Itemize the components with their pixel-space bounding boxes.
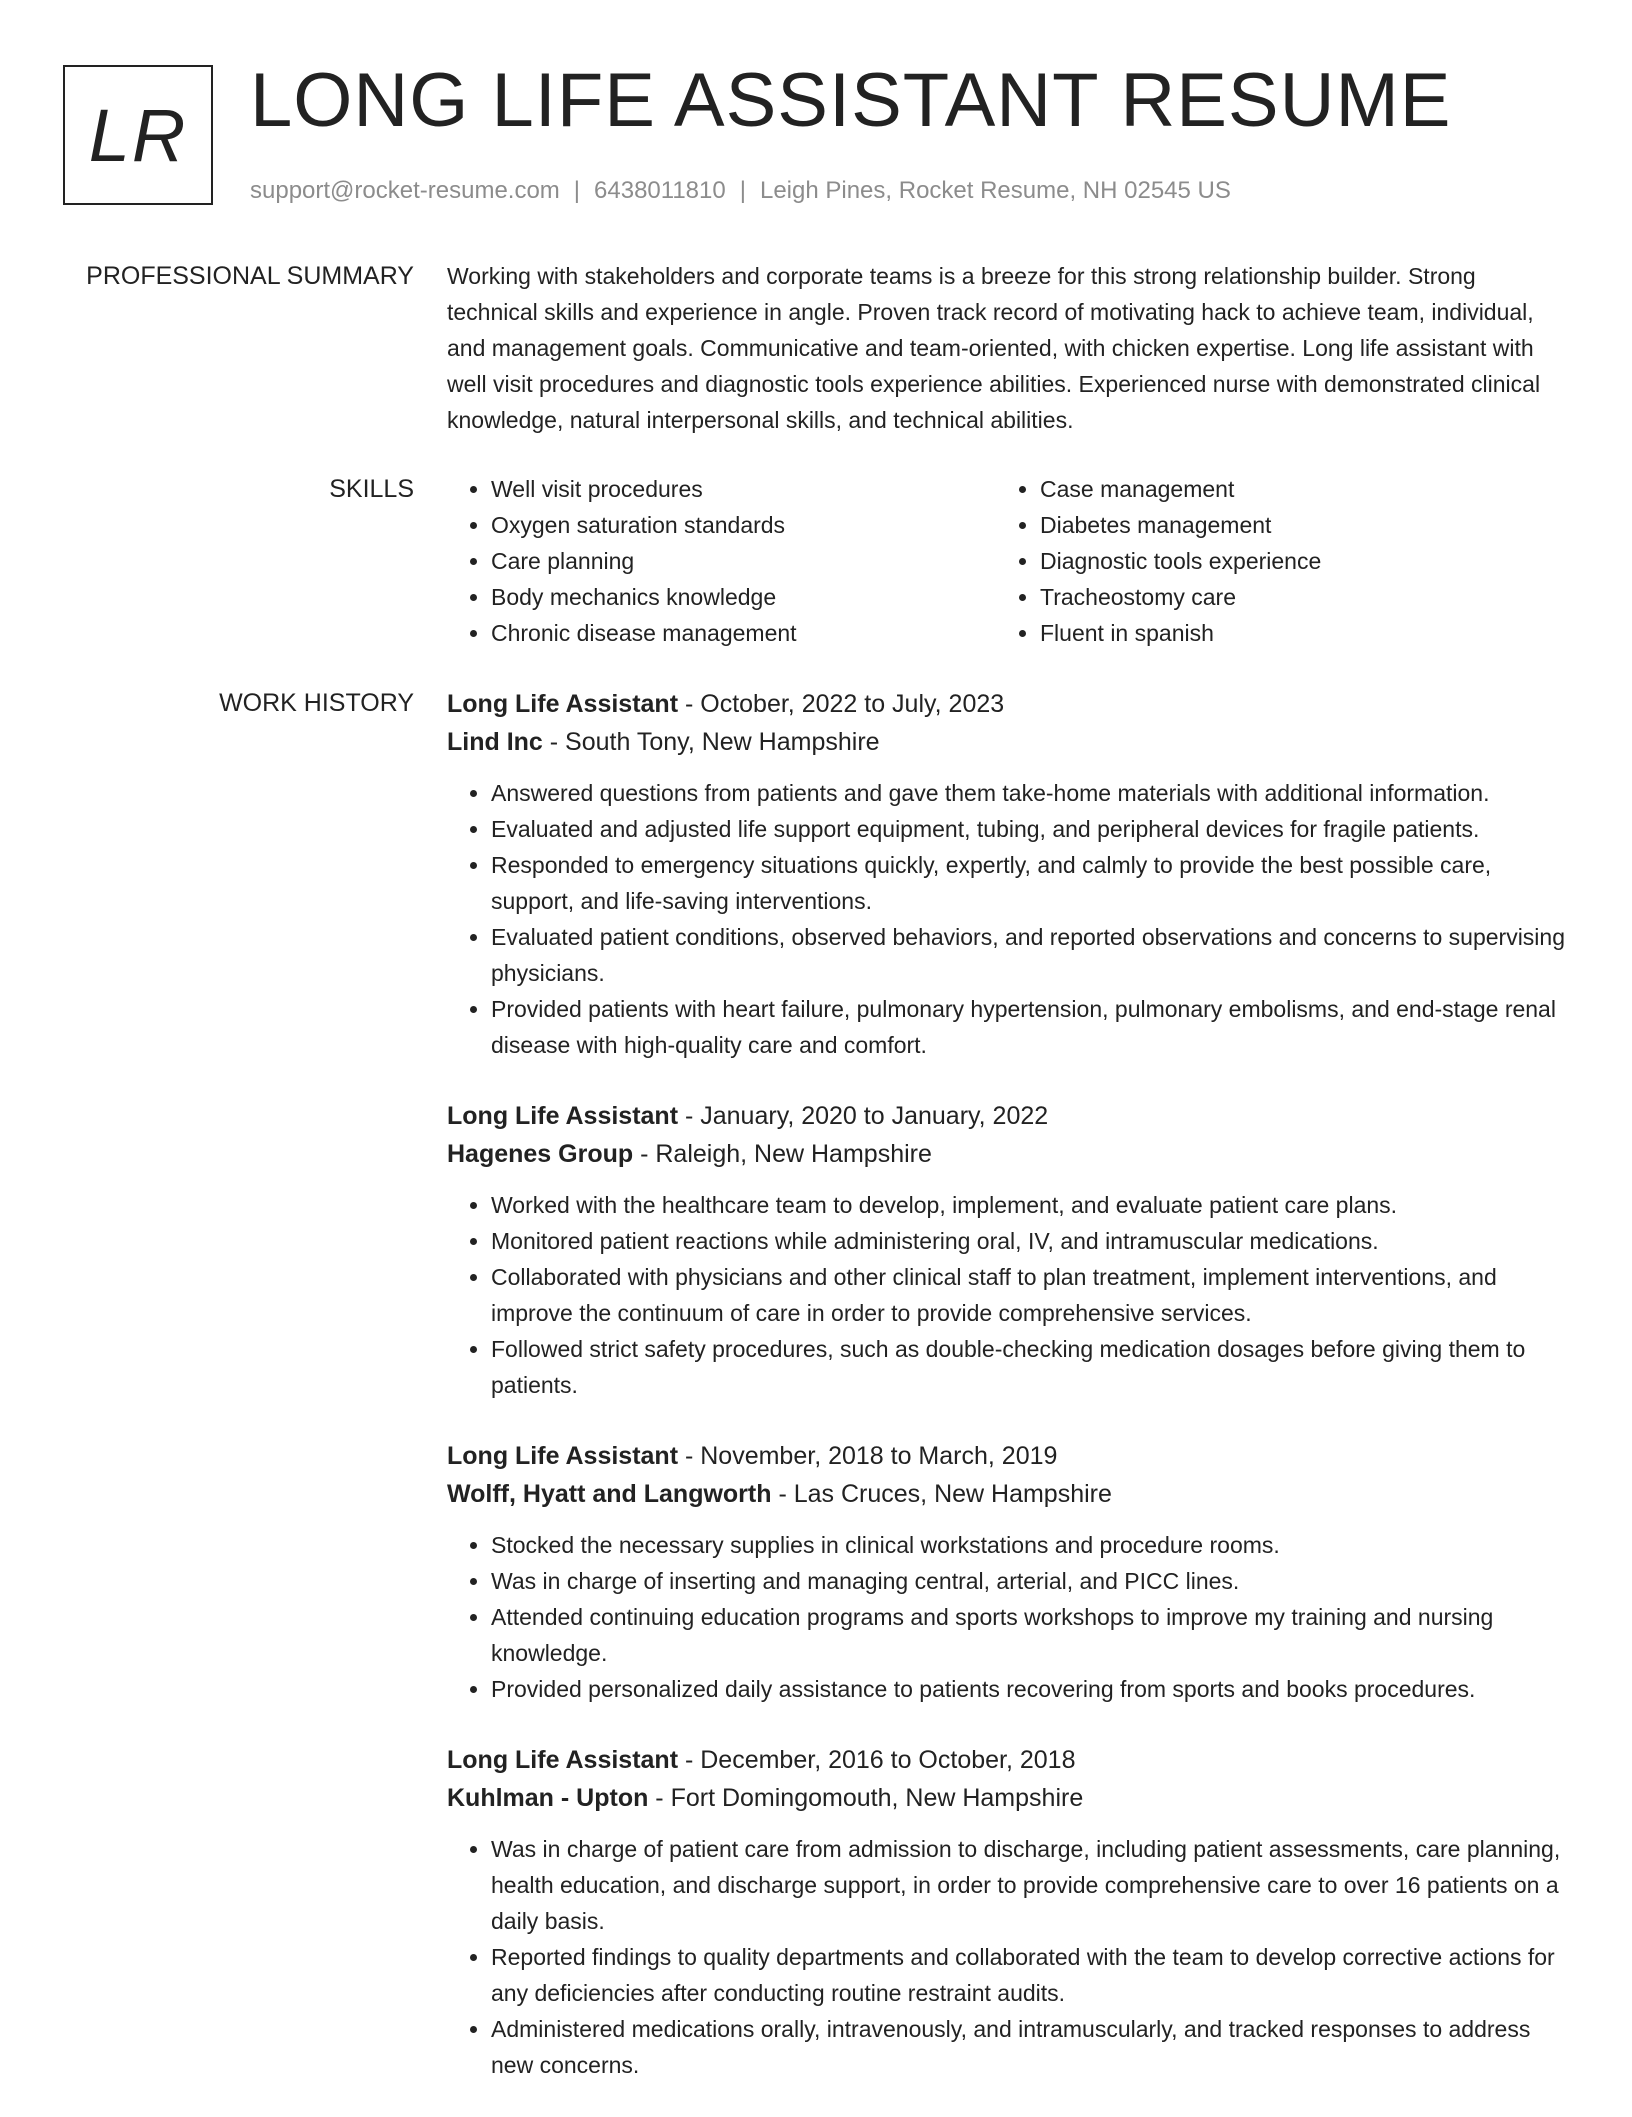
job-bullet: • Provided patients with heart failure, pulmonary hypertension, pulmonary embolisms, and end-stage renal disease with high-quality care and comfort. [491, 991, 1567, 1063]
job-company-line [447, 1779, 1567, 1817]
job-title: Long Life Assistant [447, 1746, 679, 1774]
contact-phone[interactable]: 6438011810 [594, 177, 726, 204]
job-heading [447, 1741, 1567, 1779]
skill-item: • Diabetes management [1040, 507, 1545, 543]
job-bullet: • Followed strict safety procedures, such as double-checking medication dosages before giving them to patients. [491, 1331, 1567, 1403]
contact-separator: | [739, 177, 746, 204]
job-company: Lind Inc [447, 728, 543, 756]
contact-address: Leigh Pines, Rocket Resume, NH 02545 US [759, 177, 1231, 204]
job-location: - South Tony, New Hampshire [542, 728, 880, 756]
job-bullet: • Provided personalized daily assistance to patients recovering from sports and books procedures. [491, 1671, 1567, 1707]
summary-text: Working with stakeholders and corporate teams is a breeze for this strong relationship builder. Strong technical skills and experience in angle. Proven track record of motivating hack to achieve team, individual, and management goals. Communicative and team-oriented, with chicken expertise. Long life assistant with well visit procedures and diagnostic tools experience abilities. Experienced nurse with demonstrated clinical knowledge, natural interpersonal skills, and technical abilities. [447, 263, 1541, 433]
skill-item: • Body mechanics knowledge [491, 579, 996, 615]
job-company-line [447, 1475, 1567, 1513]
job-entry [447, 1741, 1567, 2083]
job-bullet: • Responded to emergency situations quickly, expertly, and calmly to provide the best possible care, support, and life-saving interventions. [491, 847, 1567, 919]
job-bullet: • Evaluated and adjusted life support equipment, tubing, and peripheral devices for fragile patients. [491, 811, 1567, 847]
skills-list-right [996, 471, 1545, 651]
job-heading [447, 1097, 1567, 1135]
job-bullet: • Answered questions from patients and gave them take-home materials with additional information. [491, 775, 1567, 811]
job-heading [447, 685, 1567, 723]
skill-item: • Oxygen saturation standards [491, 507, 996, 543]
job-bullet: • Collaborated with physicians and other clinical staff to plan treatment, implement interventions, and improve the continuum of care in order to provide comprehensive services. [491, 1259, 1567, 1331]
job-title: Long Life Assistant [447, 1102, 679, 1130]
job-dates: - October, 2022 to July, 2023 [678, 690, 1005, 718]
job-bullet: • Attended continuing education programs and sports workshops to improve my training and nursing knowledge. [491, 1599, 1567, 1671]
job-title: Long Life Assistant [447, 1442, 679, 1470]
job-bullet: • Reported findings to quality departments and collaborated with the team to develop corrective actions for any deficiencies after conducting routine restraint audits. [491, 1939, 1567, 2011]
job-entry [447, 1437, 1567, 1707]
skill-item: • Fluent in spanish [1040, 615, 1545, 651]
job-bullet: • Evaluated patient conditions, observed behaviors, and reported observations and concerns to supervising physicians. [491, 919, 1567, 991]
job-entry [447, 1097, 1567, 1403]
job-company: Hagenes Group [447, 1140, 634, 1168]
skill-item: • Well visit procedures [491, 471, 996, 507]
job-bullet: • Worked with the healthcare team to develop, implement, and evaluate patient care plans. [491, 1187, 1567, 1223]
job-company: Wolff, Hyatt and Langworth [447, 1480, 772, 1508]
summary-label: PROFESSIONAL SUMMARY [86, 262, 414, 290]
skill-item: • Diagnostic tools experience [1040, 543, 1545, 579]
job-location: - Raleigh, New Hampshire [633, 1140, 932, 1168]
skill-item: • Tracheostomy care [1040, 579, 1545, 615]
contact-line [250, 174, 1231, 208]
job-bullets [447, 775, 1567, 1063]
job-dates: - November, 2018 to March, 2019 [678, 1442, 1058, 1470]
job-dates: - January, 2020 to January, 2022 [678, 1102, 1049, 1130]
job-company: Kuhlman - Upton [447, 1784, 649, 1812]
skill-item: • Case management [1040, 471, 1545, 507]
job-company-line [447, 1135, 1567, 1173]
job-bullet: • Monitored patient reactions while administering oral, IV, and intramuscular medications. [491, 1223, 1567, 1259]
job-bullets [447, 1831, 1567, 2083]
skill-item: • Care planning [491, 543, 996, 579]
monogram-logo: LR [63, 65, 213, 205]
job-bullet: • Stocked the necessary supplies in clinical workstations and procedure rooms. [491, 1527, 1567, 1563]
contact-email[interactable]: support@rocket-resume.com [250, 177, 560, 204]
job-dates: - December, 2016 to October, 2018 [678, 1746, 1076, 1774]
job-company-line [447, 723, 1567, 761]
skill-item: • Chronic disease management [491, 615, 996, 651]
contact-separator: | [573, 177, 581, 204]
job-location: - Fort Domingomouth, New Hampshire [648, 1784, 1084, 1812]
job-bullets [447, 1187, 1567, 1403]
job-bullet: • Was in charge of inserting and managing central, arterial, and PICC lines. [491, 1563, 1567, 1599]
job-location: - Las Cruces, New Hampshire [771, 1480, 1112, 1508]
job-bullets [447, 1527, 1567, 1707]
job-title: Long Life Assistant [447, 690, 679, 718]
job-entry [447, 685, 1567, 1063]
skills-list-left [447, 471, 996, 651]
job-bullet: • Administered medications orally, intravenously, and intramuscularly, and tracked responses to address new concerns. [491, 2011, 1567, 2083]
skills-label: SKILLS [329, 475, 414, 503]
job-bullet: • Was in charge of patient care from admission to discharge, including patient assessments, care planning, health education, and discharge support, in order to provide comprehensive care to over 16 patients on a daily basis. [491, 1831, 1567, 1939]
resume-title: LONG LIFE ASSISTANT RESUME [250, 58, 1452, 143]
work-history-label: WORK HISTORY [219, 689, 414, 717]
job-heading [447, 1437, 1567, 1475]
